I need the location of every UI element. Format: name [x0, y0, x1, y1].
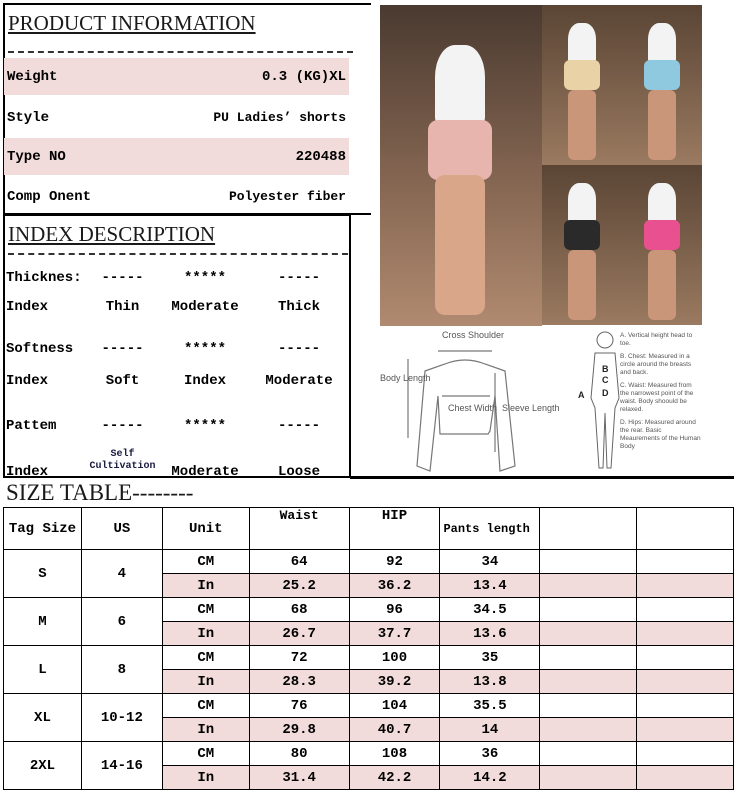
empty-cell: [637, 694, 734, 718]
index-name: Pattem: [6, 418, 57, 434]
thumbnail-photo: [542, 165, 622, 325]
note: D. Hips: Measured around the rear. Basic Meaurements of the Human Body: [620, 419, 701, 450]
measurement-cell: 25.2: [249, 574, 349, 598]
empty-cell: [637, 574, 734, 598]
empty-cell: [637, 622, 734, 646]
header-unit: Unit: [162, 508, 249, 550]
unit-cell: In: [162, 574, 249, 598]
measurement-cell: 31.4: [249, 766, 349, 790]
empty-cell: [540, 718, 637, 742]
size-table: [3, 507, 734, 790]
info-label: Comp Onent: [7, 188, 92, 205]
letter-d: D: [602, 388, 609, 398]
note: A. Vertical height head to toe.: [620, 332, 693, 347]
letter-b: B: [602, 364, 609, 374]
measurement-cell: 92: [349, 550, 440, 574]
tag-size-cell: 2XL: [4, 742, 82, 790]
index-title: INDEX DESCRIPTION: [8, 222, 216, 246]
index-label: Index: [6, 464, 49, 480]
measurement-cell: 68: [249, 598, 349, 622]
unit-cell: CM: [162, 598, 249, 622]
empty-cell: [637, 508, 734, 550]
tag-size-cell: M: [4, 598, 82, 646]
note: B. Chest: Measured in a circle around the breasts and back.: [620, 353, 692, 376]
unit-cell: In: [162, 622, 249, 646]
empty-cell: [540, 574, 637, 598]
measurement-cell: 34: [440, 550, 540, 574]
measurement-cell: 104: [349, 694, 440, 718]
us-size-cell: 6: [81, 598, 162, 646]
rating-mark: -----: [101, 270, 144, 286]
index-option: Moderate: [171, 464, 239, 480]
measurement-cell: 13.6: [440, 622, 540, 646]
body-length-label: Body Length: [380, 373, 431, 383]
table-row: [4, 742, 734, 766]
us-size-cell: 10-12: [81, 694, 162, 742]
rating-mark: *****: [183, 270, 226, 286]
info-label: Weight: [7, 68, 58, 85]
info-value: PU Ladies’ shorts: [213, 110, 346, 125]
measurement-cell: 80: [249, 742, 349, 766]
index-option: Index: [183, 373, 226, 389]
index-label: Index: [6, 373, 49, 389]
measurement-cell: 72: [249, 646, 349, 670]
empty-cell: [540, 508, 637, 550]
measurement-cell: 96: [349, 598, 440, 622]
main-photo-pink-shorts: [380, 5, 542, 326]
empty-cell: [637, 598, 734, 622]
rating-mark: -----: [101, 341, 144, 357]
info-value: Polyester fiber: [228, 189, 346, 204]
rating-mark: -----: [101, 418, 144, 434]
table-row: [4, 550, 734, 574]
rating-mark: -----: [277, 270, 320, 286]
unit-cell: In: [162, 766, 249, 790]
letter-c: C: [602, 375, 609, 385]
empty-cell: [540, 646, 637, 670]
thumbnail-photo: [542, 5, 622, 165]
divider: [8, 253, 348, 255]
measurement-cell: 76: [249, 694, 349, 718]
header-waist: Waist: [249, 508, 349, 550]
empty-cell: [540, 766, 637, 790]
note: C. Waist: Measured from the narrowest point of the waist. Body shoould be relaxed.: [620, 382, 694, 413]
empty-cell: [637, 742, 734, 766]
measurement-cell: 36: [440, 742, 540, 766]
empty-cell: [637, 646, 734, 670]
tag-size-cell: L: [4, 646, 82, 694]
measurement-cell: 13.8: [440, 670, 540, 694]
index-name: Thicknes:: [6, 270, 82, 286]
measurement-cell: 26.7: [249, 622, 349, 646]
measurement-cell: 34.5: [440, 598, 540, 622]
empty-cell: [540, 622, 637, 646]
measurement-cell: 100: [349, 646, 440, 670]
measurement-cell: 64: [249, 550, 349, 574]
index-label: Index: [6, 299, 49, 315]
sleeve-length-label: Sleeve Length: [502, 403, 560, 413]
measurement-cell: 40.7: [349, 718, 440, 742]
measurement-cell: 14: [440, 718, 540, 742]
empty-cell: [540, 742, 637, 766]
empty-cell: [637, 550, 734, 574]
empty-cell: [637, 718, 734, 742]
table-header-row: [4, 508, 734, 550]
measurement-cell: 39.2: [349, 670, 440, 694]
index-option: Thick: [277, 299, 320, 315]
measurement-cell: 35: [440, 646, 540, 670]
unit-cell: In: [162, 670, 249, 694]
us-size-cell: 8: [81, 646, 162, 694]
us-size-cell: 14-16: [81, 742, 162, 790]
measurement-cell: 13.4: [440, 574, 540, 598]
table-row: [4, 694, 734, 718]
index-option: Thin: [105, 299, 140, 315]
measurement-cell: 42.2: [349, 766, 440, 790]
tag-size-cell: S: [4, 550, 82, 598]
info-row-type: [4, 138, 349, 175]
rating-mark: -----: [277, 341, 320, 357]
unit-cell: CM: [162, 646, 249, 670]
rating-mark: *****: [183, 418, 226, 434]
header-us: US: [81, 508, 162, 550]
info-row-weight: [4, 58, 349, 95]
empty-cell: [637, 670, 734, 694]
header-tag-size: Tag Size: [4, 508, 82, 550]
unit-cell: CM: [162, 694, 249, 718]
measurement-cell: 29.8: [249, 718, 349, 742]
divider: [350, 476, 734, 479]
us-size-cell: 4: [81, 550, 162, 598]
index-option: Moderate: [171, 299, 239, 315]
table-row: [4, 598, 734, 622]
measurement-cell: 36.2: [349, 574, 440, 598]
letter-a: A: [578, 390, 585, 400]
info-value: 0.3 (KG)XL: [261, 68, 346, 85]
rating-mark: *****: [183, 341, 226, 357]
cross-shoulder-label: Cross Shoulder: [442, 330, 505, 340]
info-label: Type NO: [7, 148, 66, 165]
empty-cell: [540, 694, 637, 718]
unit-cell: CM: [162, 550, 249, 574]
chest-width-label: Chest Width: [448, 403, 498, 413]
rating-mark: -----: [277, 418, 320, 434]
measurement-diagram: [380, 326, 702, 478]
empty-cell: [540, 550, 637, 574]
unit-cell: In: [162, 718, 249, 742]
info-value: 220488: [295, 148, 346, 165]
header-hip: HIP: [349, 508, 440, 550]
header-pants-length: Pants length: [440, 508, 540, 550]
index-name: Softness: [6, 341, 74, 357]
body-notes: [620, 332, 702, 451]
thumbnail-photo: [622, 5, 702, 165]
info-label: Style: [7, 109, 50, 126]
unit-cell: CM: [162, 742, 249, 766]
measurement-cell: 35.5: [440, 694, 540, 718]
measurement-cell: 108: [349, 742, 440, 766]
thumbnail-photo: [622, 165, 702, 325]
empty-cell: [637, 766, 734, 790]
index-option: Soft: [105, 373, 140, 389]
table-row: [4, 646, 734, 670]
shirt-diagram-icon: [380, 326, 570, 478]
index-option: Self Cultivation: [89, 449, 156, 472]
size-table-title: SIZE TABLE--------: [6, 480, 194, 505]
empty-cell: [540, 670, 637, 694]
index-option: Moderate: [265, 373, 333, 389]
measurement-cell: 37.7: [349, 622, 440, 646]
measurement-cell: 14.2: [440, 766, 540, 790]
empty-cell: [540, 598, 637, 622]
info-row-component: [4, 178, 349, 215]
index-option: Loose: [277, 464, 320, 480]
divider: [8, 51, 353, 53]
info-row-style: [4, 99, 349, 136]
tag-size-cell: XL: [4, 694, 82, 742]
measurement-cell: 28.3: [249, 670, 349, 694]
product-info-title: PRODUCT INFORMATION: [8, 11, 256, 35]
